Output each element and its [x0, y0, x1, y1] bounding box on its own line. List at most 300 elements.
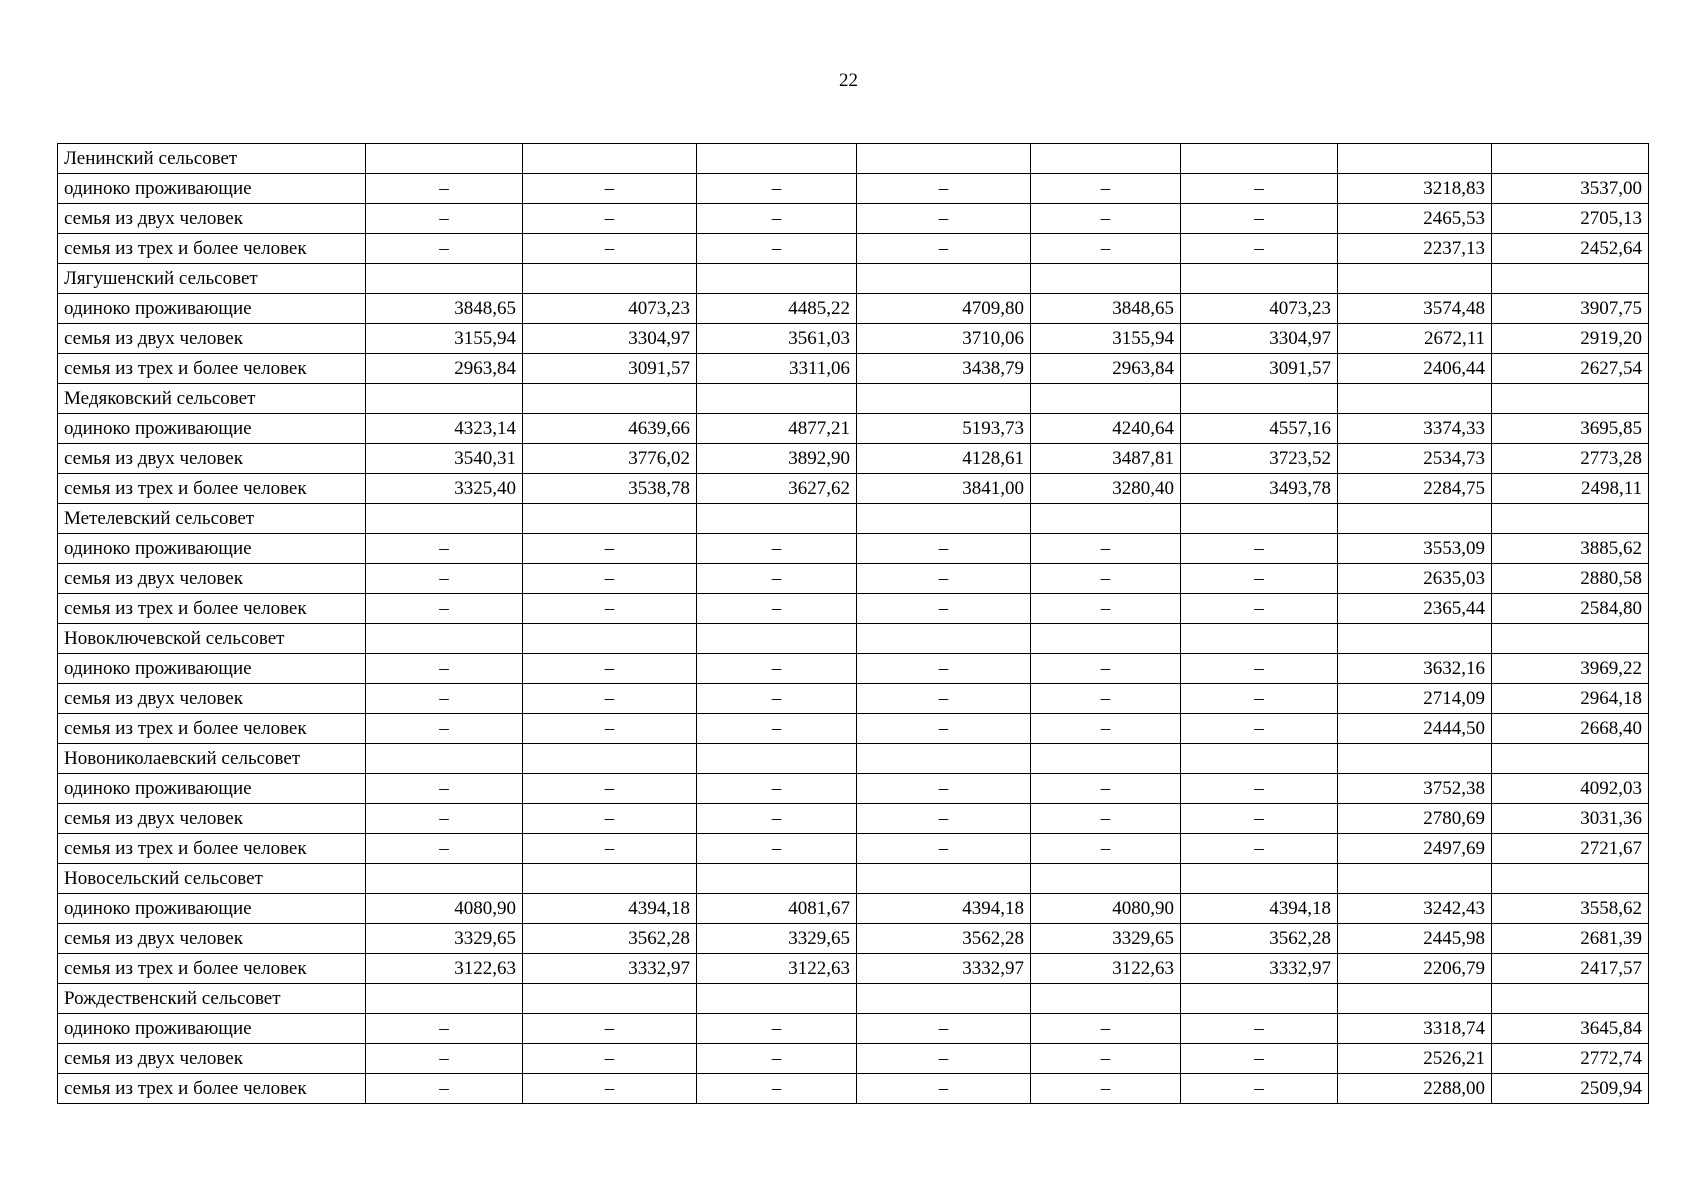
empty-cell: [366, 864, 523, 894]
value-cell: 2668,40: [1492, 714, 1649, 744]
value-cell: –: [697, 174, 857, 204]
value-cell: –: [366, 234, 523, 264]
empty-cell: [1181, 864, 1338, 894]
empty-cell: [697, 744, 857, 774]
value-cell: –: [366, 834, 523, 864]
value-cell: 3632,16: [1338, 654, 1492, 684]
value-cell: 3332,97: [857, 954, 1031, 984]
empty-cell: [523, 504, 697, 534]
table-row: [58, 684, 1649, 714]
empty-cell: [857, 144, 1031, 174]
value-cell: 4639,66: [523, 414, 697, 444]
table-row: [58, 444, 1649, 474]
value-cell: 3311,06: [697, 354, 857, 384]
empty-cell: [523, 744, 697, 774]
row-label: семья из трех и более человек: [58, 714, 366, 744]
value-cell: 4092,03: [1492, 774, 1649, 804]
value-cell: –: [1181, 234, 1338, 264]
value-cell: 4128,61: [857, 444, 1031, 474]
value-cell: 3645,84: [1492, 1014, 1649, 1044]
group-header-row: [58, 504, 1649, 534]
value-cell: 3723,52: [1181, 444, 1338, 474]
value-cell: 4394,18: [857, 894, 1031, 924]
row-label: одиноко проживающие: [58, 534, 366, 564]
value-cell: –: [857, 594, 1031, 624]
value-cell: –: [1031, 1014, 1181, 1044]
value-cell: 2773,28: [1492, 444, 1649, 474]
empty-cell: [1492, 984, 1649, 1014]
value-cell: –: [523, 714, 697, 744]
value-cell: –: [1181, 654, 1338, 684]
table-row: [58, 324, 1649, 354]
row-label: одиноко проживающие: [58, 1014, 366, 1044]
value-cell: –: [857, 1014, 1031, 1044]
value-cell: –: [697, 654, 857, 684]
table-row: [58, 924, 1649, 954]
value-cell: 4081,67: [697, 894, 857, 924]
value-cell: 4557,16: [1181, 414, 1338, 444]
value-cell: –: [1031, 804, 1181, 834]
value-cell: 3318,74: [1338, 1014, 1492, 1044]
value-cell: –: [523, 834, 697, 864]
empty-cell: [1031, 624, 1181, 654]
value-cell: 3091,57: [1181, 354, 1338, 384]
empty-cell: [523, 384, 697, 414]
empty-cell: [1492, 504, 1649, 534]
value-cell: –: [1031, 204, 1181, 234]
value-cell: –: [366, 1074, 523, 1104]
value-cell: 2417,57: [1492, 954, 1649, 984]
value-cell: –: [1031, 774, 1181, 804]
empty-cell: [1181, 504, 1338, 534]
row-label: семья из двух человек: [58, 804, 366, 834]
value-cell: –: [1031, 714, 1181, 744]
value-cell: 3841,00: [857, 474, 1031, 504]
table-row: [58, 174, 1649, 204]
value-cell: –: [523, 234, 697, 264]
value-cell: 3155,94: [1031, 324, 1181, 354]
table-row: [58, 804, 1649, 834]
table-row: [58, 1044, 1649, 1074]
group-header-row: [58, 144, 1649, 174]
empty-cell: [366, 504, 523, 534]
value-cell: –: [1031, 1074, 1181, 1104]
group-title: Новониколаевский сельсовет: [58, 744, 366, 774]
value-cell: 3848,65: [1031, 294, 1181, 324]
empty-cell: [1492, 384, 1649, 414]
table-row: [58, 1074, 1649, 1104]
row-label: семья из двух человек: [58, 204, 366, 234]
value-cell: 4877,21: [697, 414, 857, 444]
empty-cell: [1031, 984, 1181, 1014]
value-cell: 3710,06: [857, 324, 1031, 354]
group-header-row: [58, 744, 1649, 774]
empty-cell: [1181, 984, 1338, 1014]
empty-cell: [1338, 384, 1492, 414]
value-cell: –: [697, 1044, 857, 1074]
value-cell: 2406,44: [1338, 354, 1492, 384]
value-cell: 2721,67: [1492, 834, 1649, 864]
value-cell: 3553,09: [1338, 534, 1492, 564]
value-cell: –: [366, 804, 523, 834]
empty-cell: [1338, 864, 1492, 894]
value-cell: –: [1031, 234, 1181, 264]
value-cell: 3122,63: [1031, 954, 1181, 984]
row-label: семья из двух человек: [58, 684, 366, 714]
empty-cell: [366, 144, 523, 174]
value-cell: –: [523, 1074, 697, 1104]
table-row: [58, 564, 1649, 594]
group-header-row: [58, 264, 1649, 294]
value-cell: –: [857, 834, 1031, 864]
value-cell: 3304,97: [1181, 324, 1338, 354]
empty-cell: [857, 504, 1031, 534]
value-cell: –: [1181, 564, 1338, 594]
empty-cell: [697, 864, 857, 894]
value-cell: 3329,65: [1031, 924, 1181, 954]
empty-cell: [366, 264, 523, 294]
group-header-row: [58, 864, 1649, 894]
empty-cell: [857, 984, 1031, 1014]
value-cell: 2498,11: [1492, 474, 1649, 504]
table-row: [58, 594, 1649, 624]
value-cell: 3332,97: [523, 954, 697, 984]
value-cell: –: [697, 594, 857, 624]
row-label: семья из трех и более человек: [58, 594, 366, 624]
value-cell: –: [1031, 654, 1181, 684]
table-row: [58, 834, 1649, 864]
value-cell: –: [857, 1074, 1031, 1104]
empty-cell: [1492, 264, 1649, 294]
empty-cell: [697, 264, 857, 294]
value-cell: 3493,78: [1181, 474, 1338, 504]
empty-cell: [366, 384, 523, 414]
value-cell: –: [1181, 534, 1338, 564]
empty-cell: [857, 624, 1031, 654]
value-cell: –: [366, 534, 523, 564]
value-cell: 3329,65: [366, 924, 523, 954]
empty-cell: [523, 624, 697, 654]
value-cell: 2635,03: [1338, 564, 1492, 594]
empty-cell: [1338, 984, 1492, 1014]
empty-cell: [1181, 624, 1338, 654]
row-label: одиноко проживающие: [58, 294, 366, 324]
value-cell: 2627,54: [1492, 354, 1649, 384]
table-row: [58, 954, 1649, 984]
value-cell: 2284,75: [1338, 474, 1492, 504]
value-cell: 4485,22: [697, 294, 857, 324]
group-title: Рождественский сельсовет: [58, 984, 366, 1014]
value-cell: –: [1031, 834, 1181, 864]
empty-cell: [1031, 144, 1181, 174]
group-title: Ленинский сельсовет: [58, 144, 366, 174]
value-cell: 2780,69: [1338, 804, 1492, 834]
value-cell: –: [1181, 174, 1338, 204]
value-cell: 3848,65: [366, 294, 523, 324]
empty-cell: [857, 864, 1031, 894]
group-title: Метелевский сельсовет: [58, 504, 366, 534]
value-cell: 3695,85: [1492, 414, 1649, 444]
empty-cell: [697, 624, 857, 654]
row-label: семья из двух человек: [58, 924, 366, 954]
value-cell: 3907,75: [1492, 294, 1649, 324]
table-row: [58, 474, 1649, 504]
empty-cell: [857, 384, 1031, 414]
value-cell: –: [366, 174, 523, 204]
value-cell: –: [1181, 204, 1338, 234]
empty-cell: [1031, 264, 1181, 294]
value-cell: –: [523, 564, 697, 594]
value-cell: 4709,80: [857, 294, 1031, 324]
row-label: семья из трех и более человек: [58, 834, 366, 864]
value-cell: 2681,39: [1492, 924, 1649, 954]
empty-cell: [1492, 624, 1649, 654]
value-cell: –: [1181, 1044, 1338, 1074]
value-cell: 3122,63: [697, 954, 857, 984]
value-cell: –: [697, 1014, 857, 1044]
row-label: одиноко проживающие: [58, 774, 366, 804]
empty-cell: [857, 744, 1031, 774]
value-cell: –: [1181, 684, 1338, 714]
empty-cell: [523, 984, 697, 1014]
table-row: [58, 894, 1649, 924]
table-row: [58, 414, 1649, 444]
value-cell: –: [366, 564, 523, 594]
value-cell: 2963,84: [1031, 354, 1181, 384]
value-cell: –: [1031, 684, 1181, 714]
row-label: одиноко проживающие: [58, 414, 366, 444]
value-cell: 3487,81: [1031, 444, 1181, 474]
value-cell: 3627,62: [697, 474, 857, 504]
table-row: [58, 774, 1649, 804]
row-label: семья из двух человек: [58, 1044, 366, 1074]
value-cell: 3374,33: [1338, 414, 1492, 444]
value-cell: –: [857, 564, 1031, 594]
value-cell: 3122,63: [366, 954, 523, 984]
empty-cell: [697, 384, 857, 414]
table-row: [58, 294, 1649, 324]
empty-cell: [1181, 744, 1338, 774]
value-cell: 3438,79: [857, 354, 1031, 384]
tariff-table: [57, 143, 1649, 1104]
value-cell: 2963,84: [366, 354, 523, 384]
value-cell: 3538,78: [523, 474, 697, 504]
group-title: Медяковский сельсовет: [58, 384, 366, 414]
value-cell: 4323,14: [366, 414, 523, 444]
empty-cell: [523, 864, 697, 894]
table-row: [58, 714, 1649, 744]
group-title: Новоключевской сельсовет: [58, 624, 366, 654]
value-cell: –: [523, 654, 697, 684]
value-cell: –: [366, 1014, 523, 1044]
value-cell: 4073,23: [1181, 294, 1338, 324]
value-cell: 3561,03: [697, 324, 857, 354]
row-label: семья из трех и более человек: [58, 474, 366, 504]
value-cell: 2288,00: [1338, 1074, 1492, 1104]
value-cell: 3537,00: [1492, 174, 1649, 204]
value-cell: 2465,53: [1338, 204, 1492, 234]
value-cell: 2365,44: [1338, 594, 1492, 624]
value-cell: 2964,18: [1492, 684, 1649, 714]
group-header-row: [58, 624, 1649, 654]
row-label: семья из двух человек: [58, 564, 366, 594]
value-cell: 2444,50: [1338, 714, 1492, 744]
value-cell: 3540,31: [366, 444, 523, 474]
table-row: [58, 354, 1649, 384]
empty-cell: [1492, 144, 1649, 174]
value-cell: –: [857, 204, 1031, 234]
value-cell: 2705,13: [1492, 204, 1649, 234]
group-title: Лягушенский сельсовет: [58, 264, 366, 294]
value-cell: –: [857, 774, 1031, 804]
value-cell: –: [857, 684, 1031, 714]
value-cell: –: [697, 564, 857, 594]
value-cell: –: [697, 684, 857, 714]
value-cell: 2509,94: [1492, 1074, 1649, 1104]
empty-cell: [1338, 264, 1492, 294]
value-cell: 3562,28: [1181, 924, 1338, 954]
value-cell: –: [523, 174, 697, 204]
value-cell: –: [1181, 1014, 1338, 1044]
value-cell: 2672,11: [1338, 324, 1492, 354]
value-cell: –: [1181, 834, 1338, 864]
value-cell: –: [697, 804, 857, 834]
value-cell: –: [697, 534, 857, 564]
value-cell: 3091,57: [523, 354, 697, 384]
empty-cell: [366, 624, 523, 654]
group-header-row: [58, 984, 1649, 1014]
value-cell: 2584,80: [1492, 594, 1649, 624]
value-cell: 3304,97: [523, 324, 697, 354]
value-cell: –: [857, 1044, 1031, 1074]
row-label: семья из трех и более человек: [58, 354, 366, 384]
empty-cell: [697, 144, 857, 174]
value-cell: –: [366, 204, 523, 234]
empty-cell: [857, 264, 1031, 294]
row-label: семья из трех и более человек: [58, 1074, 366, 1104]
value-cell: 2452,64: [1492, 234, 1649, 264]
value-cell: –: [366, 684, 523, 714]
row-label: семья из двух человек: [58, 444, 366, 474]
value-cell: 3562,28: [523, 924, 697, 954]
value-cell: –: [366, 714, 523, 744]
value-cell: 4073,23: [523, 294, 697, 324]
value-cell: 4080,90: [1031, 894, 1181, 924]
value-cell: 3885,62: [1492, 534, 1649, 564]
empty-cell: [1492, 864, 1649, 894]
row-label: одиноко проживающие: [58, 654, 366, 684]
value-cell: 3329,65: [697, 924, 857, 954]
empty-cell: [1181, 384, 1338, 414]
empty-cell: [1338, 504, 1492, 534]
group-header-row: [58, 384, 1649, 414]
table-body: [58, 144, 1649, 1104]
empty-cell: [1338, 744, 1492, 774]
value-cell: 3155,94: [366, 324, 523, 354]
value-cell: –: [697, 834, 857, 864]
table-row: [58, 234, 1649, 264]
empty-cell: [366, 984, 523, 1014]
value-cell: 2237,13: [1338, 234, 1492, 264]
value-cell: –: [697, 774, 857, 804]
empty-cell: [1031, 744, 1181, 774]
empty-cell: [1181, 144, 1338, 174]
value-cell: 3752,38: [1338, 774, 1492, 804]
empty-cell: [366, 744, 523, 774]
table-row: [58, 1014, 1649, 1044]
value-cell: 2880,58: [1492, 564, 1649, 594]
value-cell: –: [523, 684, 697, 714]
value-cell: 2772,74: [1492, 1044, 1649, 1074]
value-cell: –: [523, 534, 697, 564]
value-cell: –: [697, 204, 857, 234]
empty-cell: [697, 504, 857, 534]
empty-cell: [1181, 264, 1338, 294]
empty-cell: [1031, 864, 1181, 894]
value-cell: –: [857, 714, 1031, 744]
value-cell: –: [857, 654, 1031, 684]
value-cell: –: [697, 234, 857, 264]
value-cell: 2714,09: [1338, 684, 1492, 714]
row-label: семья из трех и более человек: [58, 954, 366, 984]
value-cell: 3332,97: [1181, 954, 1338, 984]
row-label: семья из трех и более человек: [58, 234, 366, 264]
value-cell: –: [1181, 1074, 1338, 1104]
row-label: семья из двух человек: [58, 324, 366, 354]
value-cell: –: [523, 204, 697, 234]
value-cell: –: [523, 804, 697, 834]
empty-cell: [1338, 144, 1492, 174]
value-cell: –: [366, 654, 523, 684]
empty-cell: [523, 264, 697, 294]
row-label: одиноко проживающие: [58, 174, 366, 204]
value-cell: –: [523, 1044, 697, 1074]
value-cell: –: [1031, 174, 1181, 204]
table-row: [58, 204, 1649, 234]
value-cell: –: [523, 594, 697, 624]
value-cell: 2445,98: [1338, 924, 1492, 954]
value-cell: 3325,40: [366, 474, 523, 504]
value-cell: 4080,90: [366, 894, 523, 924]
value-cell: 2206,79: [1338, 954, 1492, 984]
row-label: одиноко проживающие: [58, 894, 366, 924]
value-cell: 3031,36: [1492, 804, 1649, 834]
value-cell: 2526,21: [1338, 1044, 1492, 1074]
value-cell: 5193,73: [857, 414, 1031, 444]
value-cell: 2919,20: [1492, 324, 1649, 354]
value-cell: 3562,28: [857, 924, 1031, 954]
value-cell: –: [857, 234, 1031, 264]
value-cell: –: [1031, 564, 1181, 594]
empty-cell: [697, 984, 857, 1014]
group-title: Новосельский сельсовет: [58, 864, 366, 894]
value-cell: –: [857, 534, 1031, 564]
value-cell: 3280,40: [1031, 474, 1181, 504]
table-row: [58, 534, 1649, 564]
value-cell: 3776,02: [523, 444, 697, 474]
empty-cell: [1031, 504, 1181, 534]
value-cell: 4394,18: [523, 894, 697, 924]
value-cell: –: [1181, 594, 1338, 624]
value-cell: 3242,43: [1338, 894, 1492, 924]
value-cell: 3892,90: [697, 444, 857, 474]
empty-cell: [1338, 624, 1492, 654]
value-cell: –: [697, 1074, 857, 1104]
value-cell: 3574,48: [1338, 294, 1492, 324]
value-cell: –: [366, 774, 523, 804]
value-cell: –: [1181, 774, 1338, 804]
value-cell: –: [697, 714, 857, 744]
